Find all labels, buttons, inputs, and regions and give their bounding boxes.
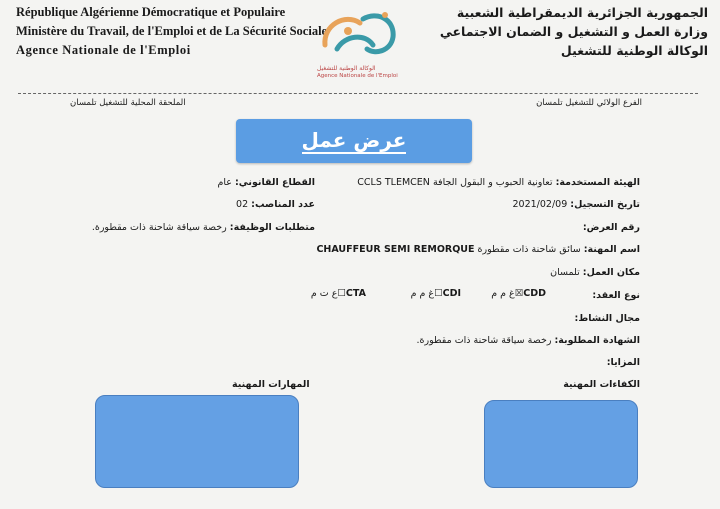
contract-type-row	[592, 290, 640, 301]
contract-options	[298, 288, 546, 302]
job-requirements-value: رخصة سياقة شاحنة ذات مقطورة.	[91, 222, 227, 233]
certificate-label: الشهادة المطلوبة:	[554, 335, 640, 346]
contract-option-cta[interactable]	[311, 288, 366, 299]
wilaya-branch: الفرع الولائي للتشغيل تلمسان	[536, 98, 642, 108]
competencies-box	[484, 400, 638, 488]
certificate-row	[417, 335, 640, 346]
header-ar-line1: الجمهورية الجزائرية الديمقراطية الشعبية	[456, 5, 708, 20]
header-ar-line3: الوكالة الوطنية للتشغيل	[560, 43, 708, 58]
contract-cdi-checkbox[interactable]: ☐	[434, 288, 443, 299]
contract-type-label: نوع العقد:	[592, 290, 640, 301]
anem-logo	[315, 5, 405, 83]
logo-caption-ar: الوكالة الوطنية للتشغيل	[317, 65, 376, 72]
profession-value-ar: سائق شاحنة ذات مقطورة	[477, 244, 581, 255]
anem-logo-icon	[315, 5, 405, 65]
registration-date-value: 2021/02/09	[512, 199, 568, 210]
header-divider	[18, 93, 698, 94]
header-fr-line2: Ministère du Travail, de l'Emploi et de La Sécurité Sociale	[16, 24, 328, 38]
certificate-value: رخصة سياقة شاحنة ذات مقطورة.	[416, 335, 552, 346]
contract-option-cdd[interactable]	[491, 288, 546, 299]
contract-cdi-code: CDI	[442, 288, 461, 299]
job-requirements-label: متطلبات الوظيفة:	[229, 222, 315, 233]
employer-label: الهيئة المستخدمة:	[555, 177, 640, 188]
legal-sector-label: القطاع القانوني:	[234, 177, 315, 188]
employer-value: تعاونية الحبوب و البقول الجافة CCLS TLEMCEN	[357, 177, 553, 188]
contract-cta-checkbox[interactable]: ☐	[337, 288, 346, 299]
contract-cta-suffix: ع ت م	[310, 288, 338, 299]
workplace-value: تلمسان	[550, 267, 580, 278]
contract-option-cdi[interactable]	[411, 288, 461, 299]
contract-cta-code: CTA	[345, 288, 366, 299]
offer-title-box	[236, 119, 472, 163]
profession-row	[316, 244, 640, 255]
skills-box	[95, 395, 299, 488]
registration-date-row	[513, 199, 641, 210]
positions-count-row	[200, 199, 315, 210]
profession-value-fr: CHAUFFEUR SEMI REMORQUE	[316, 244, 475, 255]
skills-label: المهارات المهنية	[232, 379, 310, 390]
activity-field-row	[575, 313, 640, 324]
job-requirements-row	[88, 222, 315, 233]
profession-label: اسم المهنة:	[583, 244, 640, 255]
contract-cdd-code: CDD	[523, 288, 546, 299]
offer-title: عرض عمل	[301, 128, 407, 152]
workplace-label: مكان العمل:	[582, 267, 640, 278]
header-fr-line3: Agence Nationale de l'Emploi	[16, 43, 191, 57]
positions-count-value: 02	[236, 199, 249, 210]
benefits-row	[607, 357, 640, 368]
header-fr-line1: République Algérienne Démocratique et Populaire	[16, 5, 286, 19]
activity-field-label: مجال النشاط:	[574, 313, 640, 324]
legal-sector-row	[200, 177, 315, 188]
legal-sector-value: عام	[217, 177, 232, 188]
competencies-label: الكفاءات المهنية	[563, 379, 640, 390]
registration-date-label: تاريخ التسجيل:	[570, 199, 640, 210]
contract-cdi-suffix: غ م م	[410, 288, 435, 299]
contract-cdd-suffix: غ م م	[491, 288, 515, 299]
workplace-row	[550, 267, 640, 278]
header-ar-line2: وزارة العمل و التشغيل و الضمان الاجتماعي	[439, 24, 708, 39]
local-agency: الملحقة المحلية للتشغيل تلمسان	[70, 98, 186, 108]
logo-caption-fr: Agence Nationale de l'Emploi	[317, 73, 398, 79]
positions-count-label: عدد المناصب:	[251, 199, 315, 210]
offer-number-row	[583, 222, 640, 233]
benefits-label: المزايا:	[606, 357, 640, 368]
offer-number-label: رقم العرض:	[582, 222, 640, 233]
employer-row	[357, 177, 640, 188]
contract-cdd-checkbox[interactable]: ☒	[514, 288, 524, 299]
